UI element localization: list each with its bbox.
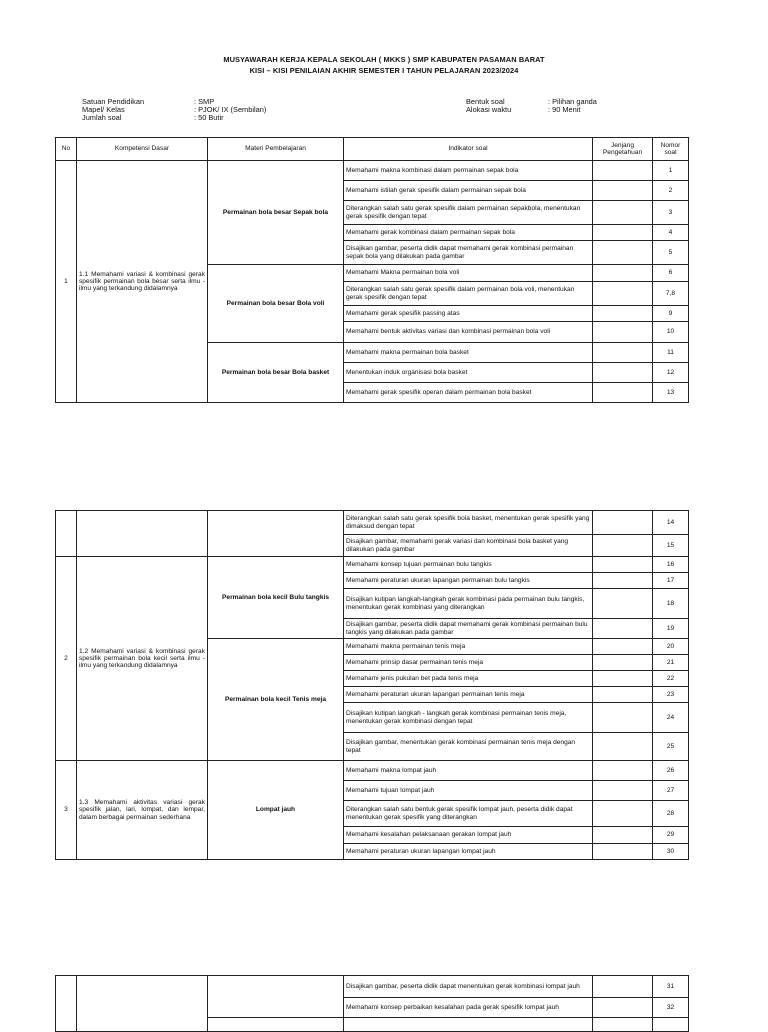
nomor-soal: 22 — [653, 671, 689, 687]
nomor-soal: 17 — [653, 573, 689, 589]
document-title-line2: KISI – KISI PENILAIAN AKHIR SEMESTER I TAHUN PELAJARAN 2023/2024 — [249, 66, 519, 75]
meta-value: : PJOK/ IX (Sembilan) — [194, 105, 267, 114]
materi: Permainan bola kecil Bulu tangkis — [208, 557, 344, 639]
jenjang-cell — [593, 573, 653, 589]
jenjang-cell — [593, 639, 653, 655]
indikator: Memahami prinsip dasar permainan tenis meja — [344, 655, 593, 671]
indikator: Memahami gerak spesifik passing atas — [344, 306, 593, 322]
jenjang-cell — [593, 306, 653, 322]
nomor-soal: 19 — [653, 619, 689, 639]
indikator: Disajikan gambar, peserta didik dapat memahami gerak kombinasi permainan bulu tangkis yang dilakukan pada gambar — [344, 619, 593, 639]
table-row — [56, 511, 689, 535]
nomor-soal: 7,8 — [653, 282, 689, 306]
indikator: Memahami makna permainan tenis meja — [344, 639, 593, 655]
indikator — [344, 1018, 593, 1032]
col-header-materi: Materi Pembelajaran — [208, 138, 344, 161]
materi: Lompat jauh — [208, 761, 344, 860]
indikator: Memahami konsep tujuan permainan bulu tangkis — [344, 557, 593, 573]
indikator: Memahami jenis pukulan bet pada tenis meja — [344, 671, 593, 687]
indikator: Memahami makna kombinasi dalam permainan sepak bola — [344, 161, 593, 181]
nomor-soal: 10 — [653, 322, 689, 343]
jenjang-cell — [593, 322, 653, 343]
indikator: Diterangkan salah satu gerak spesifik dalam permainan bola voli, menentukan gerak spesifik dengan tepat — [344, 282, 593, 306]
kisi-table-part2 — [55, 510, 689, 860]
nomor-soal — [653, 1018, 689, 1032]
indikator: Disajikan gambar, menentukan gerak kombinasi permainan tenis meja dengan tepat — [344, 733, 593, 761]
nomor-soal: 13 — [653, 383, 689, 403]
indikator: Disajikan gambar, memahami gerak variasi dan kombinasi bola basket yang dilakukan pada gambar — [344, 535, 593, 557]
jenjang-cell — [593, 619, 653, 639]
meta-key: Satuan Pendidikan — [82, 97, 145, 106]
indikator: Memahami peraturan ukuran lapangan permainan bulu tangkis — [344, 573, 593, 589]
jenjang-cell — [593, 703, 653, 733]
col-header-indikator: Indikator soal — [344, 138, 593, 161]
meta-key: Mapel/ Kelas — [82, 105, 125, 114]
jenjang-cell — [593, 225, 653, 241]
meta-value: : SMP — [194, 97, 215, 106]
nomor-soal: 18 — [653, 589, 689, 619]
indikator: Memahami makna lompat jauh — [344, 761, 593, 781]
col-header-kd: Kompetensi Dasar — [77, 138, 208, 161]
meta-right — [466, 98, 597, 114]
jenjang-cell — [593, 827, 653, 844]
meta-row — [466, 106, 597, 114]
meta-left — [82, 98, 266, 122]
jenjang-cell — [593, 761, 653, 781]
table-row — [56, 761, 689, 781]
indikator: Memahami peraturan ukuran lapangan lompat jauh — [344, 844, 593, 860]
table-row — [56, 976, 689, 998]
indikator: Memahami tujuan lompat jauh — [344, 781, 593, 801]
indikator: Disajikan kutipan langkah - langkah gerak kombinasi permainan tenis meja, menentukan gerak kombinasi dengan tepat — [344, 703, 593, 733]
kompetensi-dasar — [77, 161, 208, 403]
jenjang-cell — [593, 976, 653, 998]
col-header-jenjang: Jenjang Pengetahuan — [593, 138, 653, 161]
jenjang-cell — [593, 781, 653, 801]
nomor-soal: 23 — [653, 687, 689, 703]
nomor-soal: 12 — [653, 363, 689, 383]
nomor-soal: 25 — [653, 733, 689, 761]
meta-key: Jumlah soal — [82, 113, 122, 122]
meta-value: : Pilihan ganda — [548, 97, 597, 106]
jenjang-cell — [593, 998, 653, 1018]
jenjang-cell — [593, 557, 653, 573]
kd-text: 1.3 Memahami aktivitas variasi gerak spesifik jalan, lari, lompat, dan lempar, dalam berbagai permainan sederhana — [79, 799, 205, 821]
materi: Permainan bola besar Bola basket — [208, 343, 344, 403]
kompetensi-dasar — [77, 511, 208, 557]
nomor-soal: 20 — [653, 639, 689, 655]
nomor-soal: 28 — [653, 801, 689, 827]
jenjang-cell — [593, 383, 653, 403]
document-title-line1: MUSYAWARAH KERJA KEPALA SEKOLAH ( MKKS ) SMP KABUPATEN PASAMAN BARAT — [223, 55, 545, 64]
nomor-soal: 14 — [653, 511, 689, 535]
kd-text: 1.2 Memahami variasi & kombinasi gerak spesifik permainan bola kecil serta ilmu - ilmu yang terkandung didalamnya — [79, 647, 205, 670]
col-header-nomor: Nomor soal — [653, 138, 689, 161]
indikator: Memahami peraturan ukuran lapangan permainan tenis meja — [344, 687, 593, 703]
nomor-soal: 6 — [653, 265, 689, 282]
indikator: Memahami gerak kombinasi dalam permainan sepak bola — [344, 225, 593, 241]
nomor-soal: 3 — [653, 201, 689, 225]
nomor-soal: 2 — [653, 181, 689, 201]
indikator: Memahami makna permainan bola basket — [344, 343, 593, 363]
materi — [208, 511, 344, 557]
meta-value: : 90 Menit — [548, 105, 581, 114]
kompetensi-dasar — [77, 976, 208, 1032]
indikator: Menentukan induk organisasi bola basket — [344, 363, 593, 383]
jenjang-cell — [593, 535, 653, 557]
nomor-soal: 24 — [653, 703, 689, 733]
nomor-soal: 27 — [653, 781, 689, 801]
col-header-no: No — [56, 138, 77, 161]
jenjang-cell — [593, 655, 653, 671]
jenjang-cell — [593, 201, 653, 225]
jenjang-cell — [593, 161, 653, 181]
indikator: Memahami bentuk aktivitas variasi dan kombinasi permainan bola voli — [344, 322, 593, 343]
nomor-soal: 16 — [653, 557, 689, 573]
jenjang-cell — [593, 363, 653, 383]
indikator: Memahami konsep perbaikan kesalahan pada gerak spesifik lompat jauh — [344, 998, 593, 1018]
jenjang-cell — [593, 801, 653, 827]
jenjang-cell — [593, 671, 653, 687]
jenjang-cell — [593, 511, 653, 535]
jenjang-cell — [593, 265, 653, 282]
materi — [208, 1018, 344, 1032]
nomor-soal: 11 — [653, 343, 689, 363]
materi — [208, 976, 344, 1018]
meta-key: Bentuk soal — [466, 97, 505, 106]
jenjang-cell — [593, 181, 653, 201]
nomor-soal: 5 — [653, 241, 689, 265]
kisi-table-part3 — [55, 975, 689, 1032]
table-header-row — [56, 138, 689, 161]
jenjang-cell — [593, 343, 653, 363]
materi: Permainan bola kecil Tenis meja — [208, 639, 344, 761]
kisi-table-part1 — [55, 137, 689, 403]
nomor-soal: 1 — [653, 161, 689, 181]
jenjang-cell — [593, 241, 653, 265]
indikator: Memahami istilah gerak spesifik dalam permainan sepak bola — [344, 181, 593, 201]
kompetensi-dasar — [77, 557, 208, 761]
row-no: 1 — [56, 161, 77, 403]
indikator: Memahami Makna permainan bola voli — [344, 265, 593, 282]
nomor-soal: 21 — [653, 655, 689, 671]
nomor-soal: 31 — [653, 976, 689, 998]
meta-row — [82, 114, 266, 122]
kd-text: 1.1 Memahami variasi & kombinasi gerak spesifik permainan bola besar serta ilmu - ilmu yang terkandung didalamnya — [79, 270, 205, 293]
indikator: Diterangkan salah satu bentuk gerak spesifik lompat jauh, peserta didik dapat menentukan gerak spesifik yang diterangkan — [344, 801, 593, 827]
nomor-soal: 26 — [653, 761, 689, 781]
nomor-soal: 32 — [653, 998, 689, 1018]
nomor-soal: 4 — [653, 225, 689, 241]
indikator: Disajikan kutipan langkah-langkah gerak kombinasi pada permainan bulu tangkis, menentukan gerak kombinasi yang diterangkan — [344, 589, 593, 619]
materi: Permainan bola besar Sepak bola — [208, 161, 344, 265]
kompetensi-dasar — [77, 761, 208, 860]
nomor-soal: 29 — [653, 827, 689, 844]
nomor-soal: 15 — [653, 535, 689, 557]
indikator: Memahami kesalahan pelaksanaan gerakan lompat jauh — [344, 827, 593, 844]
jenjang-cell — [593, 733, 653, 761]
meta-key: Alokasi waktu — [466, 105, 512, 114]
table-row — [56, 161, 689, 181]
row-no — [56, 976, 77, 1032]
row-no: 3 — [56, 761, 77, 860]
jenjang-cell — [593, 282, 653, 306]
indikator: Diterangkan salah satu gerak spesifik dalam permainan sepakbola, menentukan gerak spesifik dengan tepat — [344, 201, 593, 225]
meta-value: : 50 Butir — [194, 113, 224, 122]
indikator: Disajikan gambar, peserta didik dapat memahami gerak kombinasi permainan sepak bola yang dilakukan pada gambar — [344, 241, 593, 265]
nomor-soal: 9 — [653, 306, 689, 322]
indikator: Diterangkan salah satu gerak spesifik bola basket, menentukan gerak spesifik yang dimaksud dengan tepat — [344, 511, 593, 535]
indikator: Disajikan gambar, peserta didik dapat menentukan gerak kombinasi lompat jauh — [344, 976, 593, 998]
materi: Permainan bola besar Bola voli — [208, 265, 344, 343]
jenjang-cell — [593, 687, 653, 703]
indikator: Memahami gerak spesifik operan dalam permainan bola basket — [344, 383, 593, 403]
jenjang-cell — [593, 589, 653, 619]
table-row — [56, 557, 689, 573]
row-no — [56, 511, 77, 557]
nomor-soal: 30 — [653, 844, 689, 860]
jenjang-cell — [593, 844, 653, 860]
jenjang-cell — [593, 1018, 653, 1032]
row-no: 2 — [56, 557, 77, 761]
